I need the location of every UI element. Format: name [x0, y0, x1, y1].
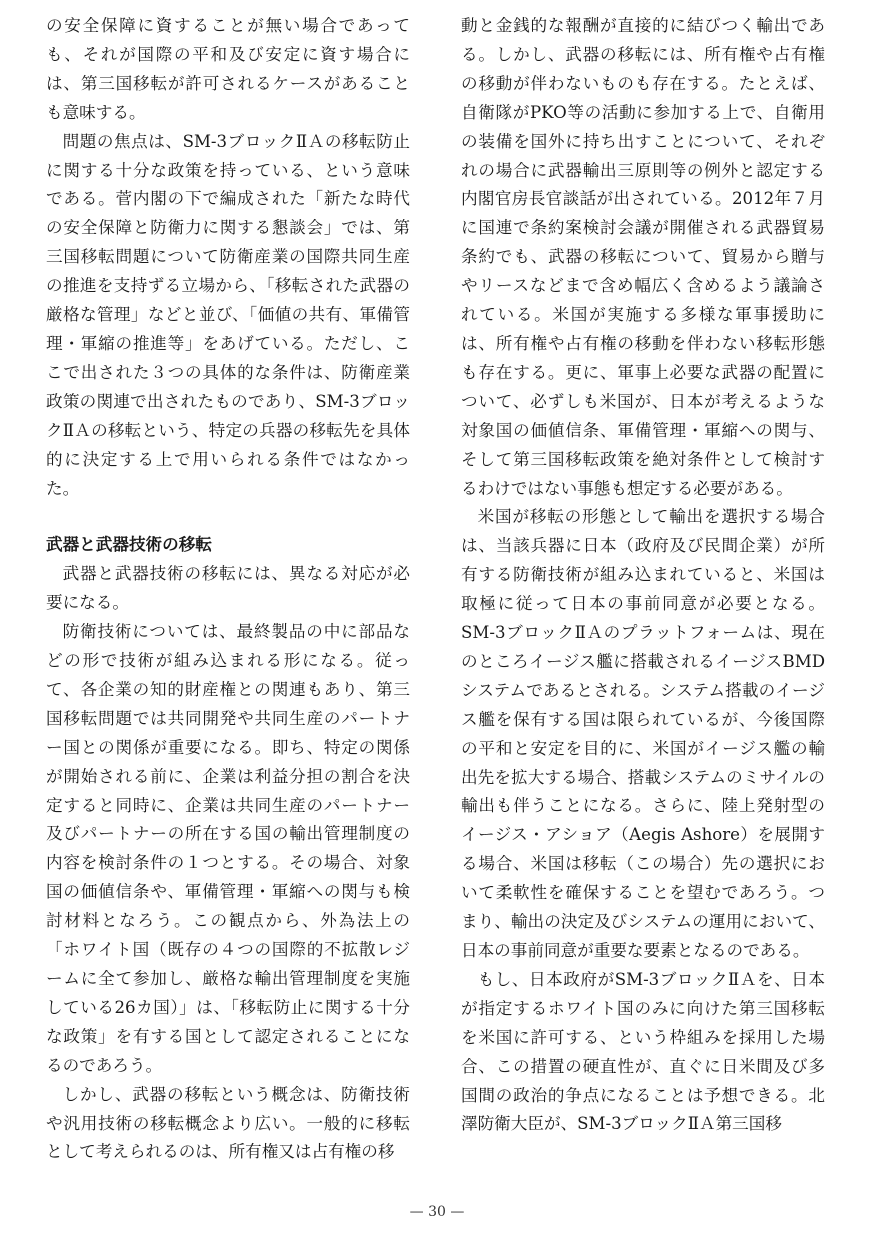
right-column	[461, 12, 825, 1139]
paragraph: 動と金銭的な報酬が直接的に結びつく輸出である。しかし、武器の移転には、所有権や占有権の移動が伴わないものも存在する。たとえば、自衛隊がPKO等の活動に参加する上で、自衛用の装備を国外に持ち出すことについて、それぞれの場合に武器輸出三原則等の例外と認定する内閣官房長官談話が出されている。2012年７月に国連で条約案検討会議が開催される武器貿易条約でも、武器の移転について、貿易から贈与やリースなどまで含め幅広く含めるよう議論されている。米国が実施する多様な軍事援助には、所有権や占有権の移動を伴わない移転形態も存在する。更に、軍事上必要な武器の配置について、必ずしも米国が、日本が考えるような対象国の価値信条、軍備管理・軍縮への関与、そして第三国移転政策を絶対条件として検討するわけではない事態も想定する必要がある。	[461, 16, 825, 498]
section-heading: 武器と武器技術の移転	[46, 535, 212, 555]
paragraph: しかし、武器の移転という概念は、防衛技術や汎用技術の移転概念より広い。一般的に移転として考えられるのは、所有権又は占有権の移	[46, 1084, 410, 1162]
left-column	[46, 12, 410, 1167]
paragraph: もし、日本政府がSM-3ブロックⅡＡを、日本が指定するホワイト国のみに向けた第三国移転を米国に許可する、という枠組みを採用した場合、この措置の硬直性が、直ぐに日米間及び多国間の政治的争点になることは予想できる。北澤防衛大臣が、SM-3ブロックⅡＡ第三国移	[461, 969, 825, 1134]
paragraph: 問題の焦点は、SM-3ブロックⅡＡの移転防止に関する十分な政策を持っている、という意味である。菅内閣の下で編成された「新たな時代の安全保障と防衛力に関する懇談会」では、第三国移転問題について防衛産業の国際共同生産の推進を支持ずる立場から、「移転された武器の厳格な管理」などと並び、「価値の共有、軍備管理・軍縮の推進等」をあげている。ただし、ここで出された３つの具体的な条件は、防衛産業政策の関連で出されたものであり、SM-3ブロックⅡＡの移転という、特定の兵器の移転先を具体的に決定する上で用いられる条件ではなかった。	[46, 131, 410, 498]
paragraph: 米国が移転の形態として輸出を選択する場合は、当該兵器に日本（政府及び民間企業）が所有する防衛技術が組み込まれていると、米国は取極に従って日本の事前同意が必要となる。SM-3ブロックⅡＡのプラットフォームは、現在のところイージス艦に搭載されるイージスBMDシステムであるとされる。システム搭載のイージス艦を保有する国は限られているが、今後国際の平和と安定を目的に、米国がイージス艦の輸出先を拡大する場合、搭載システムのミサイルの輸出も伴うことになる。さらに、陸上発射型のイージス・アショア（Aegis Ashore）を展開する場合、米国は移転（この場合）先の選択において柔軟性を確保することを望むであろう。つまり、輸出の決定及びシステムの運用において、日本の事前同意が重要な要素となるのである。	[461, 507, 825, 960]
paragraph: 武器と武器技術の移転には、異なる対応が必要になる。	[46, 564, 410, 613]
paragraph: の安全保障に資することが無い場合であっても、それが国際の平和及び安定に資す場合には、第三国移転が許可されるケースがあることも意味する。	[46, 16, 410, 122]
page-number: — 30 —	[409, 1204, 465, 1220]
paragraph: 防衛技術については、最終製品の中に部品などの形で技術が組み込まれる形になる。従って、各企業の知的財産権との関連もあり、第三国移転問題では共同開発や共同生産のパートナー国との関係が重要になる。即ち、特定の関係が開始される前に、企業は利益分担の割合を決定すると同時に、企業は共同生産のパートナー及びパートナーの所在する国の輸出管理制度の内容を検討条件の１つとする。その場合、対象国の価値信条や、軍備管理・軍縮への関与も検討材料となろう。この観点から、外為法上の「ホワイト国（既存の４つの国際的不拡散レジームに全て参加し、厳格な輸出管理制度を実施している26カ国）」は、「移転防止に関する十分な政策」を有する国として認定されることになるのであろう。	[46, 622, 410, 1075]
